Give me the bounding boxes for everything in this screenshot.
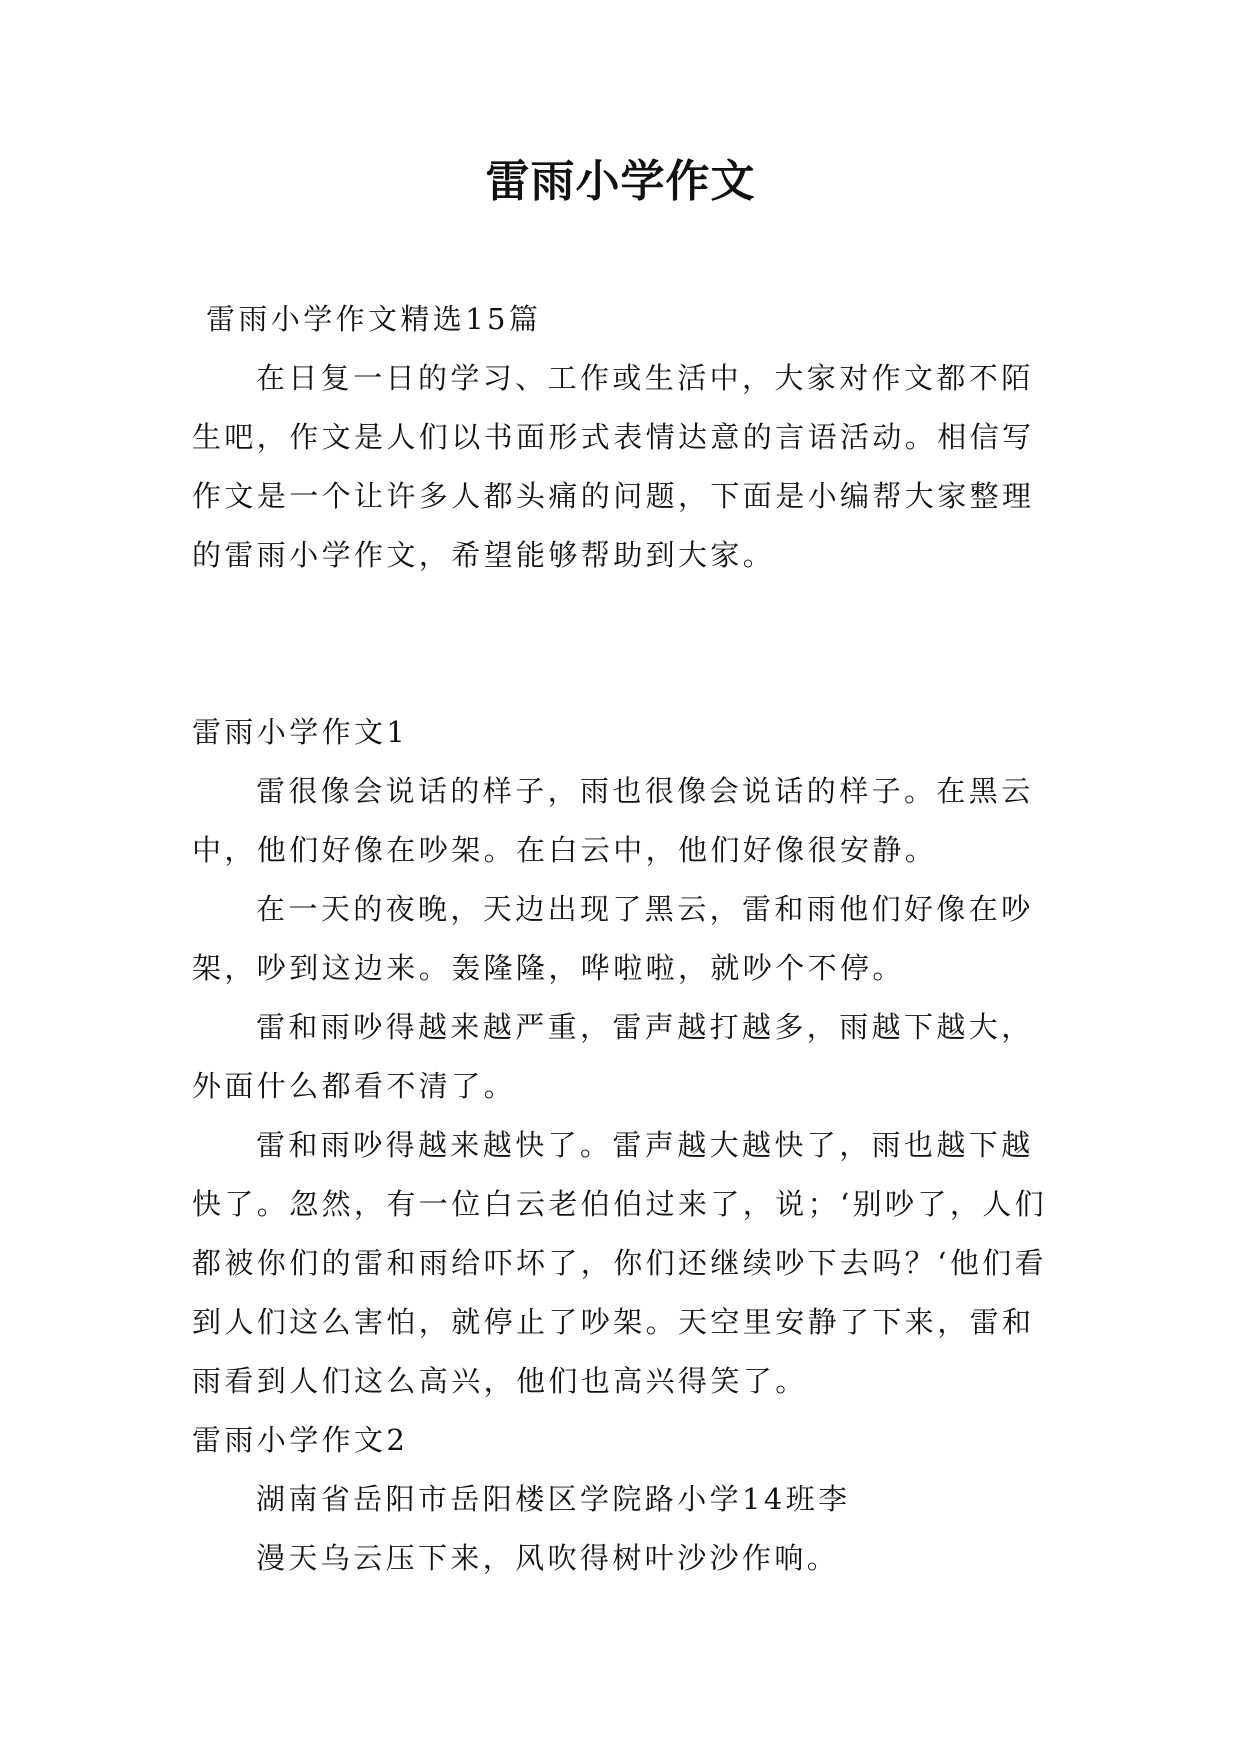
essay-2-paragraph: 漫天乌云压下来，风吹得树叶沙沙作响。 [256,1541,840,1575]
essay-1-paragraph: 雷很像会说话的样子，雨也很像会说话的样子。在黑云中，他们好像在吵架。在白云中，他们好像很安静。 [192,774,1034,867]
document-body [192,290,1062,1588]
essay-1-paragraph: 雷和雨吵得越来越严重，雷声越打越多，雨越下越大，外面什么都看不清了。 [192,1010,1034,1103]
essay-1-heading: 雷雨小学作文1 [192,715,409,749]
essay-1-paragraph: 在一天的夜晚，天边出现了黑云，雷和雨他们好像在吵架，吵到这边来。轰隆隆，哗啦啦，就吵个不停。 [192,892,1034,985]
document-subtitle: 雷雨小学作文精选15篇 [206,302,542,336]
document-title: 雷雨小学作文 [485,156,756,207]
intro-paragraph: 在日复一日的学习、工作或生活中，大家对作文都不陌生吧，作文是人们以书面形式表情达意的言语活动。相信写作文是一个让许多人都头痛的问题，下面是小编帮大家整理的雷雨小学作文，希望能够帮助到大家。 [192,361,1035,572]
essay-2-author-line: 湖南省岳阳市岳阳楼区学院路小学14班李 [256,1482,851,1516]
essay-1-paragraph: 雷和雨吵得越来越快了。雷声越大越快了，雨也越下越快了。忽然，有一位白云老伯伯过来了，说；‘别吵了，人们都被你们的雷和雨给吓坏了，你们还继续吵下去吗？‘他们看到人们这么害怕，就停止了吵架。天空里安静了下来，雷和雨看到人们这么高兴，他们也高兴得笑了。 [192,1128,1048,1398]
essay-2-heading: 雷雨小学作文2 [192,1423,409,1457]
section-spacer [192,585,1062,703]
